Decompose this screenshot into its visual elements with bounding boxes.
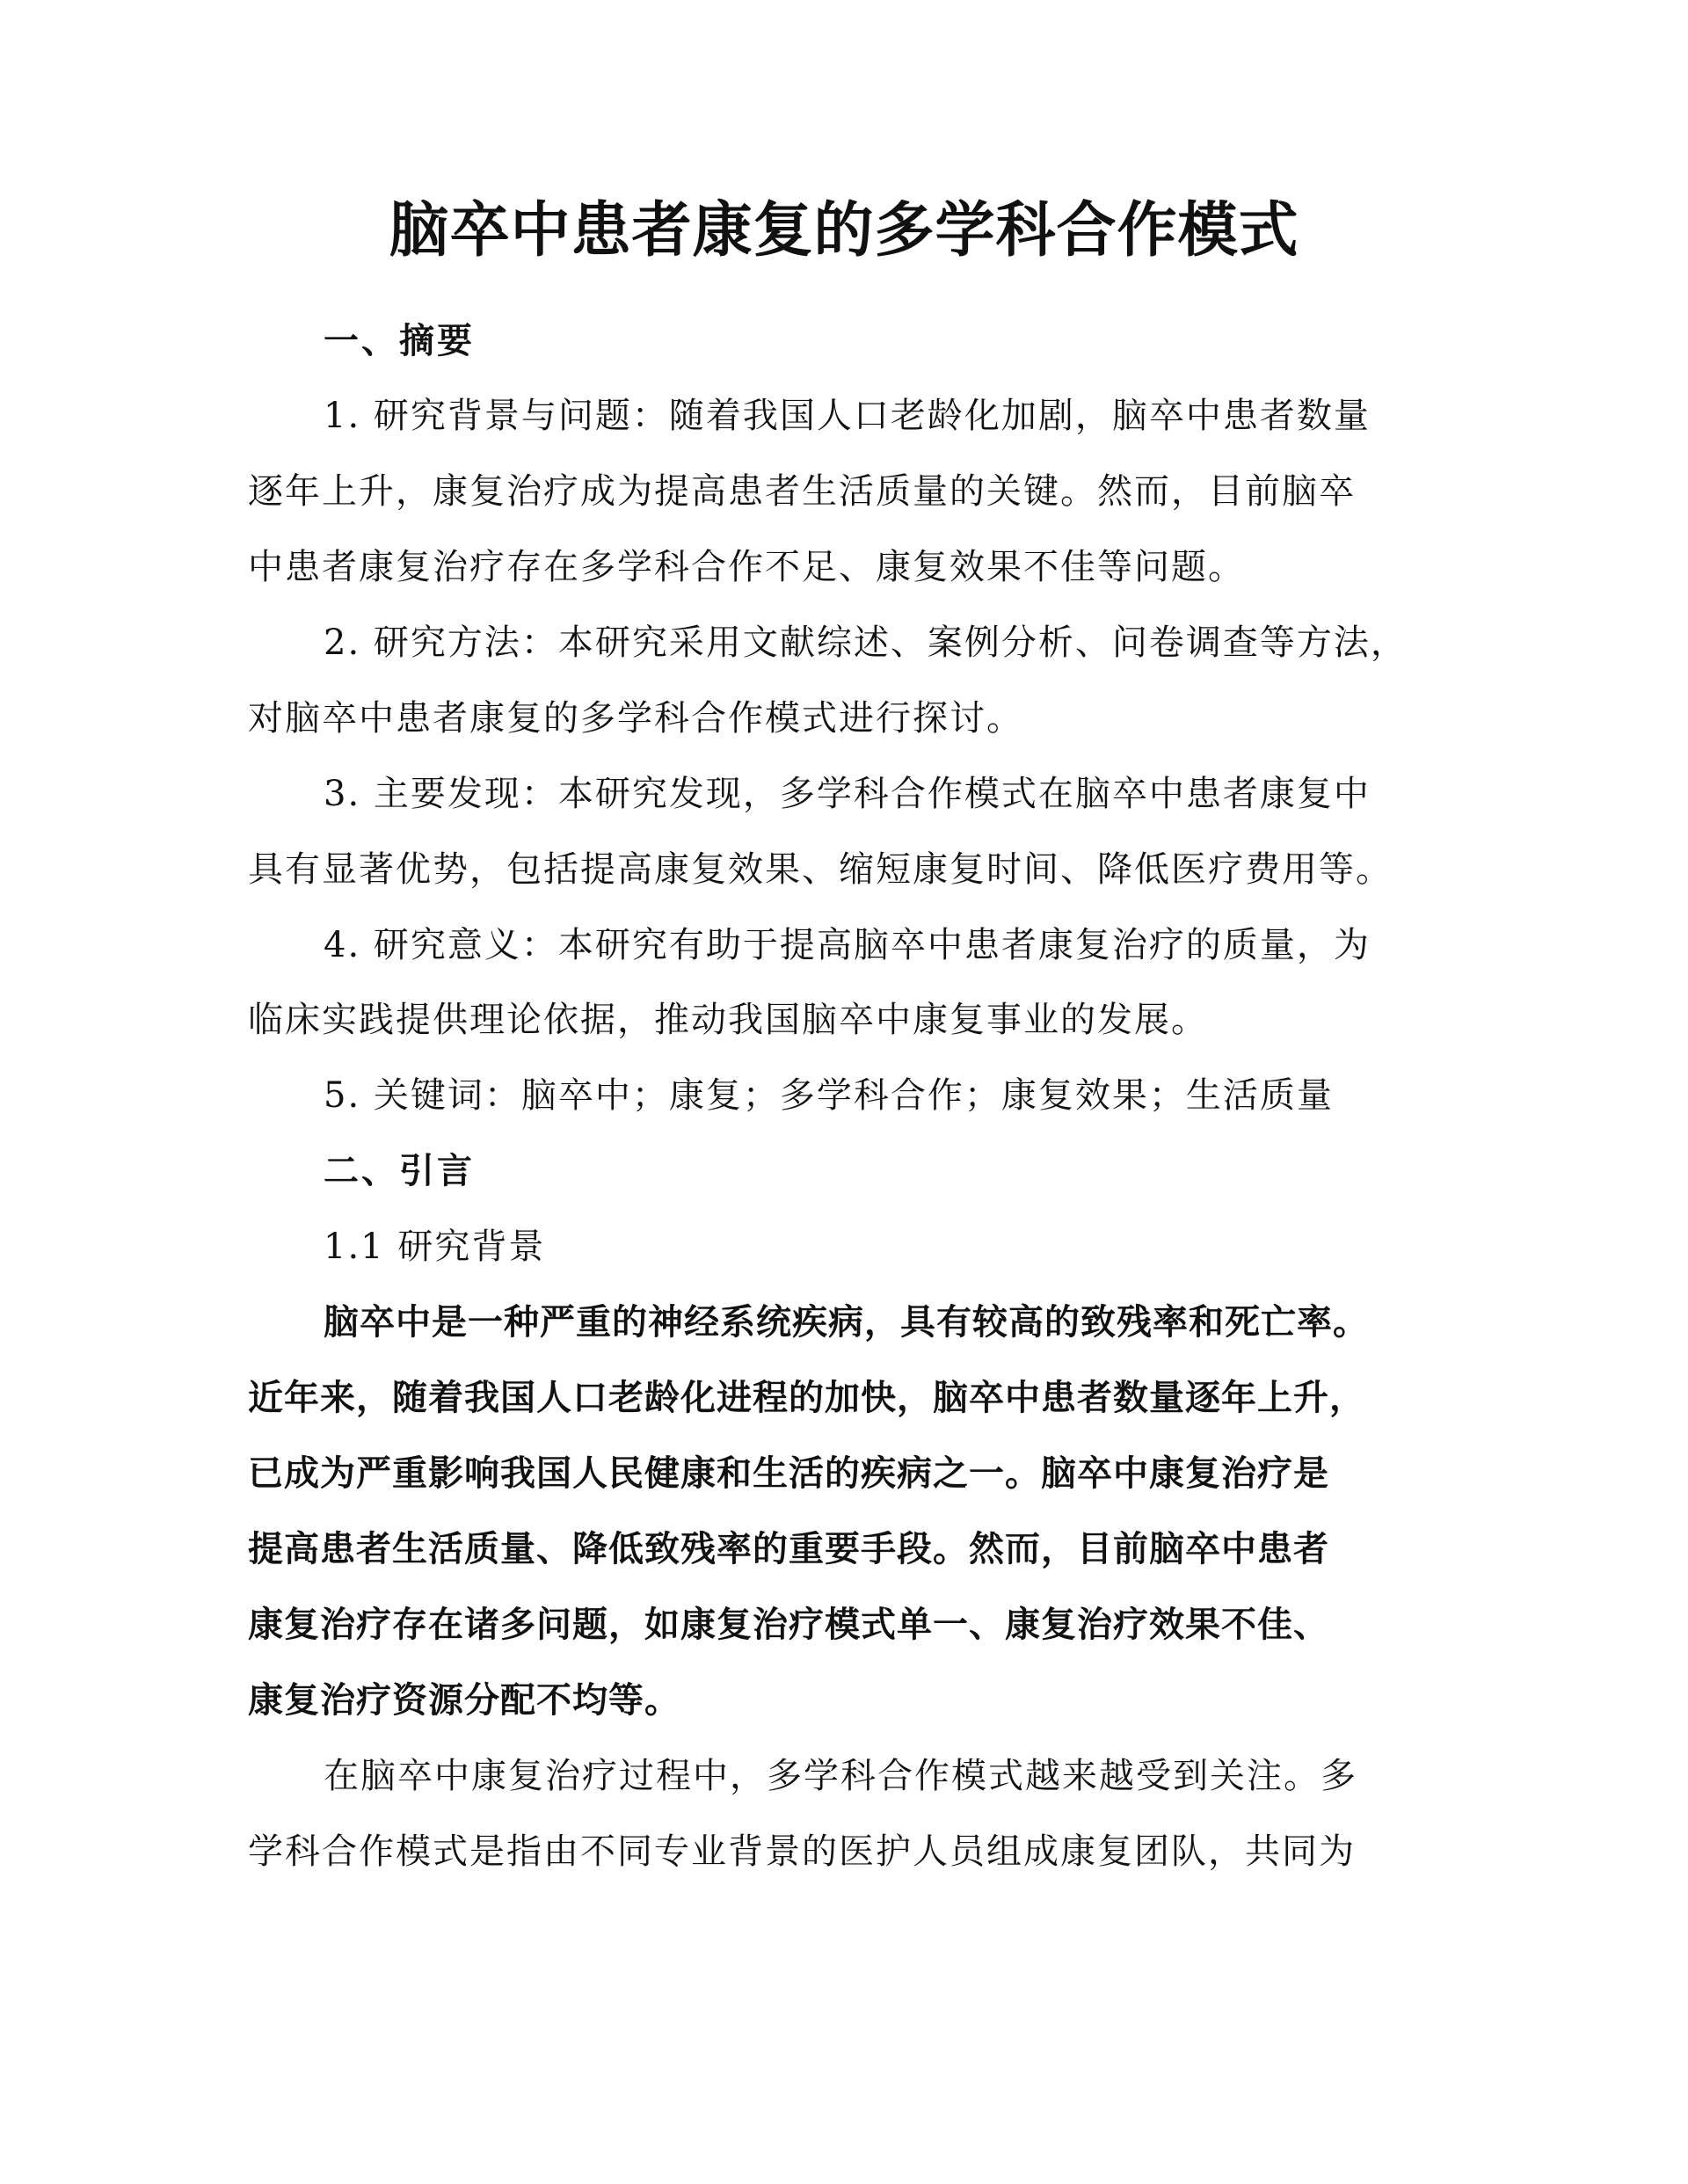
subsection-heading-background: 1.1 研究背景 [324,1227,546,1267]
abstract-line: 逐年上升，康复治疗成为提高患者生活质量的关键。然而，目前脑卒 [248,471,1356,512]
abstract-line: 3. 主要发现：本研究发现，多学科合作模式在脑卒中患者康复中 [324,774,1371,814]
section-heading-abstract: 一、摘要 [324,321,475,361]
abstract-line: 临床实践提供理论依据，推动我国脑卒中康复事业的发展。 [248,1000,1208,1040]
bold-paragraph-line: 脑卒中是一种严重的神经系统疾病，具有较高的致残率和死亡率。 [324,1302,1369,1343]
bold-paragraph-line: 已成为严重影响我国人民健康和生活的疾病之一。脑卒中康复治疗是 [248,1453,1329,1494]
paragraph-line: 在脑卒中康复治疗过程中，多学科合作模式越来越受到关注。多 [324,1756,1357,1796]
paragraph-line: 学科合作模式是指由不同专业背景的医护人员组成康复团队，共同为 [248,1831,1356,1872]
abstract-line: 2. 研究方法：本研究采用文献综述、案例分析、问卷调查等方法， [324,622,1408,663]
section-heading-introduction: 二、引言 [324,1151,475,1191]
abstract-line: 对脑卒中患者康复的多学科合作模式进行探讨。 [248,698,1023,739]
bold-paragraph-line: 提高患者生活质量、降低致残率的重要手段。然而，目前脑卒中患者 [248,1529,1329,1569]
abstract-line: 1. 研究背景与问题：随着我国人口老龄化加剧，脑卒中患者数量 [324,396,1371,436]
abstract-line: 中患者康复治疗存在多学科合作不足、康复效果不佳等问题。 [248,547,1245,587]
abstract-line: 具有显著优势，包括提高康复效果、缩短康复时间、降低医疗费用等。 [248,849,1393,890]
document-title: 脑卒中患者康复的多学科合作模式 [389,196,1299,266]
abstract-line: 4. 研究意义：本研究有助于提高脑卒中患者康复治疗的质量，为 [324,925,1371,965]
bold-paragraph-line: 康复治疗资源分配不均等。 [248,1680,680,1721]
bold-paragraph-line: 近年来，随着我国人口老龄化进程的加快，脑卒中患者数量逐年上升， [248,1378,1365,1418]
abstract-keywords-line: 5. 关键词：脑卒中；康复；多学科合作；康复效果；生活质量 [324,1075,1334,1116]
bold-paragraph-line: 康复治疗存在诸多问题，如康复治疗模式单一、康复治疗效果不佳、 [248,1605,1329,1645]
